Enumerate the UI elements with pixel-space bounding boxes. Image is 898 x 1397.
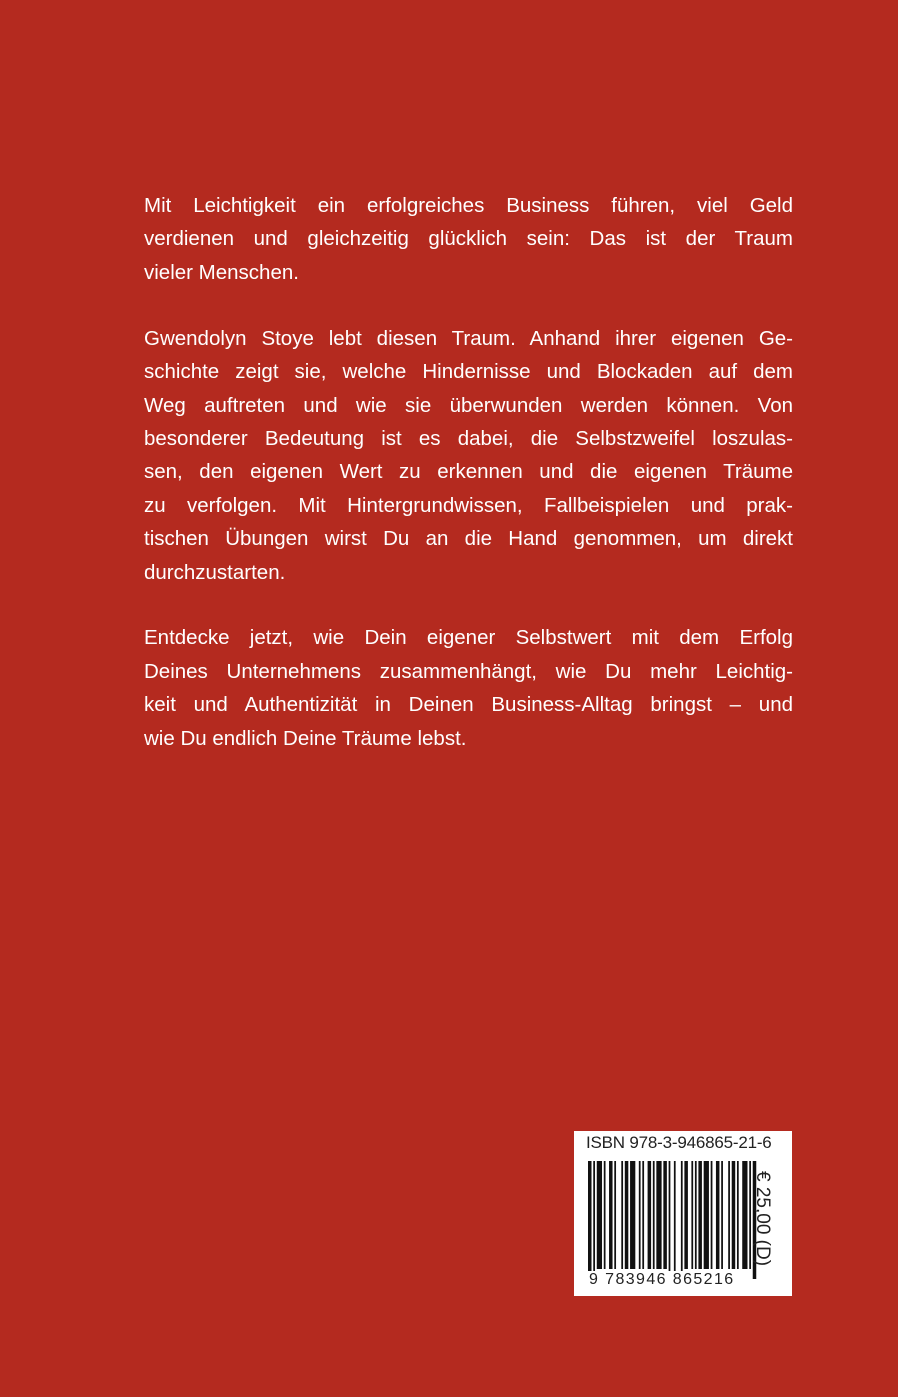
blurb-line: Entdecke jetzt, wie Dein eigener Selbstwert mit dem Erfolg: [144, 626, 793, 650]
barcode-bar: [737, 1161, 739, 1269]
barcode-bar: [711, 1161, 713, 1269]
blurb-line: Mit Leichtigkeit ein erfolgreiches Business führen, viel Geld: [144, 194, 793, 217]
blurb-paragraph-3: [144, 621, 793, 755]
barcode-bar: [621, 1161, 623, 1269]
barcode-bar: [704, 1161, 709, 1269]
blurb-line: besonderer Bedeutung ist es dabei, die Selbstzweifel loszulas-: [144, 426, 793, 450]
barcode-bar: [609, 1161, 613, 1269]
barcode-bar: [742, 1161, 747, 1269]
blurb-line: Gwendolyn Stoye lebt diesen Traum. Anhand ihrer eigenen Ge-: [144, 326, 793, 350]
blurb-paragraph-2: [144, 322, 793, 589]
barcode-bar: [639, 1161, 641, 1269]
barcode-graphic: [588, 1161, 758, 1279]
blurb-line: sen, den eigenen Wert zu erkennen und die eigenen Träume: [144, 460, 793, 484]
barcode-bar: [732, 1161, 736, 1269]
blurb-line: durchzustarten.: [144, 560, 286, 584]
barcode-bar: [663, 1161, 667, 1269]
blurb-line: wie Du endlich Deine Träume lebst.: [144, 726, 467, 750]
blurb-line: Deines Unternehmens zusammenhängt, wie Du mehr Leichtig-: [144, 659, 793, 683]
barcode-bar: [695, 1161, 697, 1269]
barcode-bar: [698, 1161, 702, 1269]
isbn-label: ISBN 978-3-946865-21-6: [586, 1133, 772, 1152]
barcode-digits: 9 783946 865216: [589, 1271, 735, 1288]
back-cover-blurb: [144, 189, 793, 788]
barcode-bar: [721, 1161, 723, 1269]
blurb-line: tischen Übungen wirst Du an die Hand genommen, um direkt: [144, 527, 793, 551]
barcode-bar: [593, 1161, 595, 1279]
barcode-bar: [681, 1161, 683, 1279]
barcode-bar: [716, 1161, 720, 1269]
blurb-paragraph-1: [144, 189, 793, 289]
blurb-line: zu verfolgen. Mit Hintergrundwissen, Fallbeispielen und prak-: [144, 493, 793, 517]
barcode-bar: [656, 1161, 661, 1269]
blurb-line: vieler Menschen.: [144, 260, 299, 284]
barcode-bar: [674, 1161, 676, 1279]
blurb-line: schichte zeigt sie, welche Hindernisse und Blockaden auf dem: [144, 360, 793, 384]
barcode-bar: [691, 1161, 693, 1269]
blurb-line: keit und Authentizität in Deinen Business-Alltag bringst – und: [144, 693, 793, 717]
barcode-bar: [604, 1161, 606, 1269]
barcode-bar: [728, 1161, 730, 1269]
barcode-bar: [588, 1161, 592, 1279]
barcode-bar: [684, 1161, 688, 1269]
barcode-bar: [630, 1161, 635, 1269]
blurb-line: Weg auftreten und wie sie überwunden werden können. Von: [144, 393, 793, 417]
isbn-barcode-panel: [574, 1131, 792, 1296]
barcode-bar: [642, 1161, 644, 1269]
barcode-bar: [614, 1161, 616, 1269]
blurb-line: verdienen und gleichzeitig glücklich sein: Das ist der Traum: [144, 227, 793, 251]
barcode-bar: [597, 1161, 602, 1269]
barcode-bar: [669, 1161, 671, 1279]
barcode-bar: [648, 1161, 652, 1269]
barcode-bar: [625, 1161, 629, 1269]
price-label: € 25,00 (D): [752, 1171, 773, 1267]
barcode-bar: [653, 1161, 655, 1269]
